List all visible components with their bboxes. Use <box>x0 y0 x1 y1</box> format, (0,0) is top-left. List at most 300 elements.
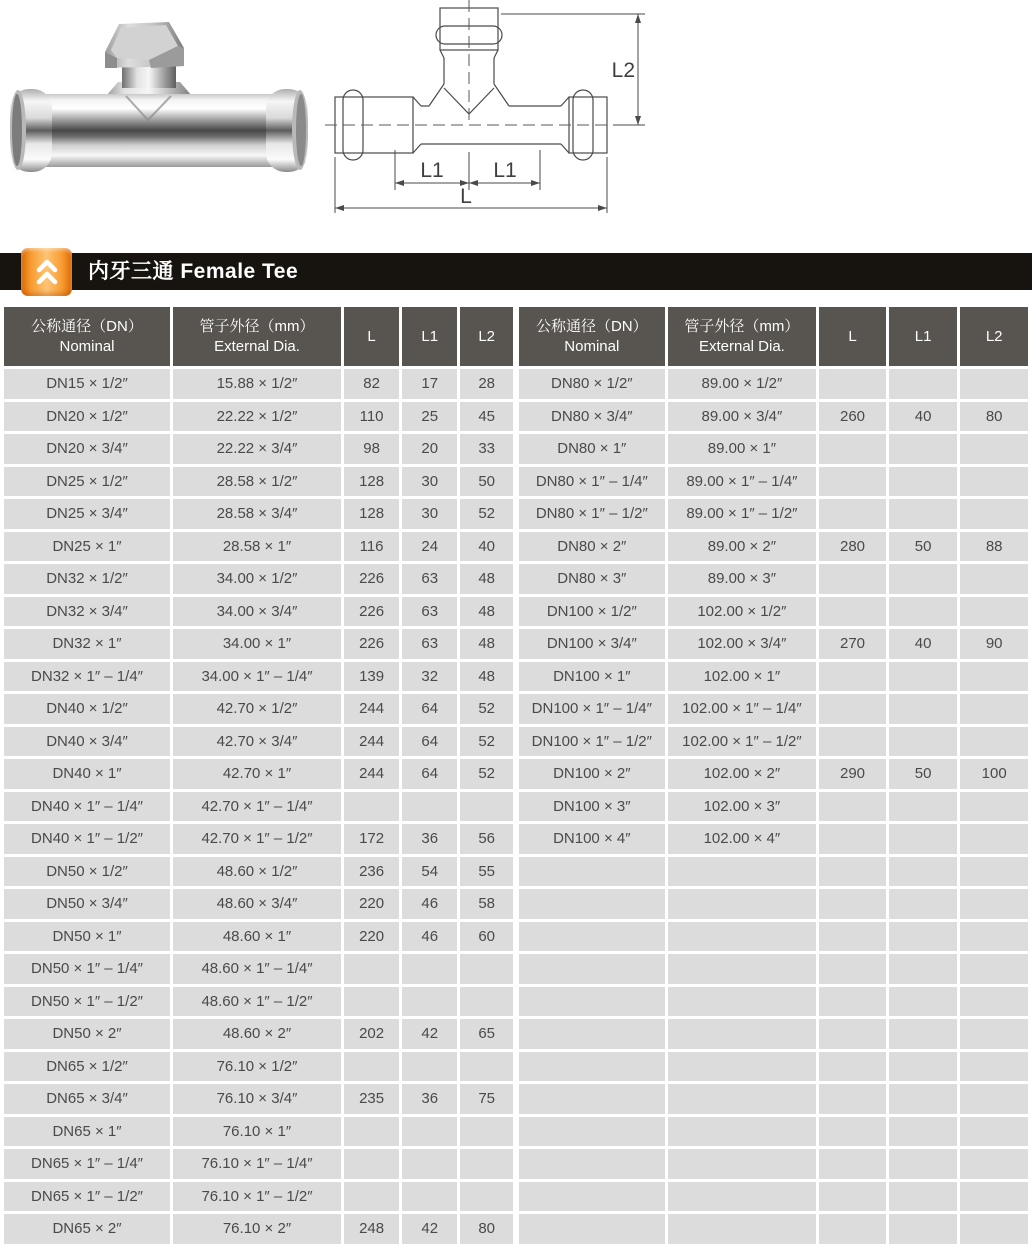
cell-external-dia: 76.10 × 1″ <box>173 1117 341 1147</box>
table-row <box>4 629 513 659</box>
table-row <box>519 629 1028 659</box>
cell-external-dia <box>668 1019 817 1049</box>
cell-l1 <box>889 1182 958 1212</box>
cell-external-dia: 34.00 × 3/4″ <box>173 597 341 627</box>
table-row <box>519 889 1028 919</box>
cell-l <box>344 1052 399 1082</box>
cell-l2 <box>460 987 513 1017</box>
cell-l <box>819 662 886 692</box>
cell-l <box>819 889 886 919</box>
cell-l2: 90 <box>960 629 1028 659</box>
cell-l: 226 <box>344 597 399 627</box>
cell-nominal: DN32 × 1″ – 1/4″ <box>4 662 170 692</box>
cell-l: 139 <box>344 662 399 692</box>
cell-l2 <box>460 1117 513 1147</box>
cell-l1 <box>402 954 457 984</box>
table-row <box>519 727 1028 757</box>
cell-nominal: DN65 × 1″ – 1/4″ <box>4 1149 170 1179</box>
table-row <box>519 434 1028 464</box>
cell-l2: 52 <box>460 499 513 529</box>
cell-l1: 63 <box>402 564 457 594</box>
table-row <box>4 1084 513 1114</box>
cell-l1 <box>889 597 958 627</box>
cell-nominal: DN40 × 1″ – 1/4″ <box>4 792 170 822</box>
table-row <box>519 1149 1028 1179</box>
cell-external-dia: 28.58 × 1″ <box>173 532 341 562</box>
cell-nominal <box>519 1182 665 1212</box>
cell-l1 <box>889 694 958 724</box>
cell-l <box>819 1214 886 1244</box>
cell-nominal: DN50 × 2″ <box>4 1019 170 1049</box>
cell-l2: 40 <box>460 532 513 562</box>
dim-label-l2: L2 <box>611 59 635 82</box>
cell-l1 <box>889 1214 958 1244</box>
cell-external-dia: 22.22 × 1/2″ <box>173 402 341 432</box>
cell-l <box>819 922 886 952</box>
cell-l <box>344 987 399 1017</box>
table-row <box>519 987 1028 1017</box>
cell-l: 82 <box>344 369 399 399</box>
cell-external-dia: 102.00 × 1/2″ <box>668 597 817 627</box>
cell-nominal <box>519 954 665 984</box>
cell-external-dia: 15.88 × 1/2″ <box>173 369 341 399</box>
cell-external-dia <box>668 1084 817 1114</box>
cell-external-dia: 89.00 × 1″ – 1/4″ <box>668 467 817 497</box>
cell-l <box>344 1182 399 1212</box>
cell-l2: 80 <box>960 402 1028 432</box>
cell-l2: 55 <box>460 857 513 887</box>
cell-l1: 42 <box>402 1214 457 1244</box>
dim-label-l: L <box>460 185 472 208</box>
cell-l: 116 <box>344 532 399 562</box>
cell-external-dia: 42.70 × 1/2″ <box>173 694 341 724</box>
header-label-en: External Dia. <box>214 337 300 355</box>
table-row <box>519 694 1028 724</box>
cell-l1 <box>889 499 958 529</box>
cell-nominal: DN25 × 1/2″ <box>4 467 170 497</box>
cell-nominal: DN100 × 2″ <box>519 759 665 789</box>
cell-nominal: DN65 × 2″ <box>4 1214 170 1244</box>
cell-l2 <box>460 792 513 822</box>
cell-l <box>819 434 886 464</box>
cell-external-dia: 48.60 × 1″ – 1/2″ <box>173 987 341 1017</box>
cell-l <box>819 824 886 854</box>
cell-l1: 32 <box>402 662 457 692</box>
cell-l1: 17 <box>402 369 457 399</box>
cell-l: 280 <box>819 532 886 562</box>
cell-nominal: DN25 × 1″ <box>4 532 170 562</box>
cell-l: 110 <box>344 402 399 432</box>
table-row <box>519 1214 1028 1244</box>
table-row <box>4 759 513 789</box>
section-title: 内牙三通 Female Tee <box>88 260 299 283</box>
table-row <box>519 1019 1028 1049</box>
table-row <box>4 597 513 627</box>
cell-nominal: DN65 × 3/4″ <box>4 1084 170 1114</box>
cell-l: 220 <box>344 922 399 952</box>
dimension-diagram <box>325 0 665 222</box>
cell-l <box>819 499 886 529</box>
cell-l2 <box>960 499 1028 529</box>
cell-nominal <box>519 1214 665 1244</box>
cell-l: 248 <box>344 1214 399 1244</box>
cell-l2 <box>960 694 1028 724</box>
cell-l1 <box>402 1149 457 1179</box>
table-row <box>519 1117 1028 1147</box>
cell-external-dia <box>668 1052 817 1082</box>
cell-l <box>819 1084 886 1114</box>
cell-l: 128 <box>344 499 399 529</box>
cell-external-dia: 34.00 × 1″ – 1/4″ <box>173 662 341 692</box>
cell-l1: 24 <box>402 532 457 562</box>
cell-nominal <box>519 1117 665 1147</box>
table-row <box>519 824 1028 854</box>
cell-l: 172 <box>344 824 399 854</box>
cell-nominal: DN80 × 3″ <box>519 564 665 594</box>
cell-l2 <box>960 987 1028 1017</box>
cell-nominal <box>519 1052 665 1082</box>
cell-l2: 52 <box>460 694 513 724</box>
cell-l2: 58 <box>460 889 513 919</box>
cell-l1: 46 <box>402 922 457 952</box>
cell-external-dia: 89.00 × 1″ <box>668 434 817 464</box>
cell-l2 <box>460 1052 513 1082</box>
cell-external-dia: 102.00 × 3/4″ <box>668 629 817 659</box>
cell-external-dia: 42.70 × 3/4″ <box>173 727 341 757</box>
cell-external-dia <box>668 857 817 887</box>
cell-l2 <box>960 1019 1028 1049</box>
table-row <box>4 889 513 919</box>
header-row <box>4 307 513 366</box>
spec-table-left <box>1 304 516 1247</box>
cell-external-dia: 42.70 × 1″ – 1/4″ <box>173 792 341 822</box>
cell-l2: 60 <box>460 922 513 952</box>
cell-l1 <box>402 1182 457 1212</box>
cell-l2: 100 <box>960 759 1028 789</box>
cell-external-dia <box>668 1149 817 1179</box>
cell-nominal <box>519 1149 665 1179</box>
cell-l1: 20 <box>402 434 457 464</box>
table-row <box>519 597 1028 627</box>
cell-l1: 50 <box>889 532 958 562</box>
cell-l2: 65 <box>460 1019 513 1049</box>
cell-l1: 64 <box>402 727 457 757</box>
double-chevron-up-icon <box>31 256 63 288</box>
cell-l2 <box>960 954 1028 984</box>
cell-external-dia <box>668 954 817 984</box>
cell-external-dia: 102.00 × 3″ <box>668 792 817 822</box>
cell-nominal: DN50 × 1/2″ <box>4 857 170 887</box>
cell-l1: 42 <box>402 1019 457 1049</box>
cell-l <box>819 987 886 1017</box>
cell-l1 <box>889 1052 958 1082</box>
cell-l2 <box>960 597 1028 627</box>
top-section <box>0 0 1032 253</box>
table-row <box>4 532 513 562</box>
cell-l2: 50 <box>460 467 513 497</box>
cell-l2: 48 <box>460 629 513 659</box>
cell-nominal <box>519 1084 665 1114</box>
cell-l1 <box>889 889 958 919</box>
cell-l <box>819 597 886 627</box>
table-row <box>4 1182 513 1212</box>
cell-l2: 48 <box>460 662 513 692</box>
cell-external-dia: 102.00 × 1″ – 1/4″ <box>668 694 817 724</box>
cell-nominal: DN20 × 3/4″ <box>4 434 170 464</box>
cell-nominal: DN40 × 1″ <box>4 759 170 789</box>
cell-l2 <box>960 1084 1028 1114</box>
dim-label-l1-right: L1 <box>493 159 517 182</box>
cell-l2 <box>960 889 1028 919</box>
cell-external-dia: 89.00 × 3″ <box>668 564 817 594</box>
spec-table-right <box>516 304 1031 1247</box>
cell-l1 <box>889 987 958 1017</box>
table-row <box>4 694 513 724</box>
cell-nominal: DN100 × 1″ – 1/4″ <box>519 694 665 724</box>
cell-l1 <box>889 954 958 984</box>
table-row <box>4 662 513 692</box>
cell-l1 <box>889 434 958 464</box>
cell-l1 <box>889 922 958 952</box>
col-header-l2: L2 <box>460 307 513 366</box>
cell-l1: 50 <box>889 759 958 789</box>
cell-l2 <box>460 1182 513 1212</box>
cell-l1: 64 <box>402 694 457 724</box>
cell-nominal: DN100 × 3″ <box>519 792 665 822</box>
cell-nominal: DN32 × 1″ <box>4 629 170 659</box>
cell-external-dia: 102.00 × 1″ – 1/2″ <box>668 727 817 757</box>
cell-l2 <box>960 1182 1028 1212</box>
cell-external-dia: 89.00 × 1/2″ <box>668 369 817 399</box>
cell-external-dia: 89.00 × 3/4″ <box>668 402 817 432</box>
cell-l <box>819 1182 886 1212</box>
table-row <box>519 1182 1028 1212</box>
cell-l1 <box>889 662 958 692</box>
cell-l2 <box>460 954 513 984</box>
cell-l <box>819 564 886 594</box>
cell-external-dia: 34.00 × 1″ <box>173 629 341 659</box>
table-row <box>4 922 513 952</box>
cell-nominal <box>519 1019 665 1049</box>
cell-l: 290 <box>819 759 886 789</box>
cell-l2 <box>960 792 1028 822</box>
table-row <box>4 987 513 1017</box>
cell-l1: 25 <box>402 402 457 432</box>
cell-l2 <box>460 1149 513 1179</box>
cell-l: 235 <box>344 1084 399 1114</box>
cell-nominal: DN50 × 1″ – 1/4″ <box>4 954 170 984</box>
cell-l <box>819 792 886 822</box>
cell-l1: 63 <box>402 629 457 659</box>
cell-external-dia: 48.60 × 1″ – 1/4″ <box>173 954 341 984</box>
cell-l <box>819 1052 886 1082</box>
cell-l1: 36 <box>402 1084 457 1114</box>
cell-external-dia: 48.60 × 3/4″ <box>173 889 341 919</box>
cell-l1 <box>889 1149 958 1179</box>
cell-l1 <box>889 1117 958 1147</box>
cell-nominal: DN80 × 2″ <box>519 532 665 562</box>
cell-external-dia <box>668 1214 817 1244</box>
cell-external-dia: 102.00 × 1″ <box>668 662 817 692</box>
col-header-l: L <box>344 307 399 366</box>
cell-l1 <box>402 987 457 1017</box>
cell-external-dia: 89.00 × 2″ <box>668 532 817 562</box>
cell-nominal <box>519 987 665 1017</box>
cell-l1 <box>889 1084 958 1114</box>
table-row <box>4 499 513 529</box>
cell-external-dia: 28.58 × 1/2″ <box>173 467 341 497</box>
cell-l1: 30 <box>402 467 457 497</box>
cell-external-dia: 76.10 × 1/2″ <box>173 1052 341 1082</box>
cell-l2: 56 <box>460 824 513 854</box>
cell-nominal: DN100 × 1″ – 1/2″ <box>519 727 665 757</box>
cell-nominal <box>519 922 665 952</box>
cell-l <box>344 1149 399 1179</box>
table-row <box>519 954 1028 984</box>
cell-l2: 45 <box>460 402 513 432</box>
cell-l <box>819 467 886 497</box>
cell-l1 <box>889 857 958 887</box>
cell-external-dia: 102.00 × 2″ <box>668 759 817 789</box>
table-row <box>4 1117 513 1147</box>
cell-nominal: DN80 × 1/2″ <box>519 369 665 399</box>
header-label-zh: 公称通径（DN） <box>31 317 143 335</box>
cell-l1 <box>889 1019 958 1049</box>
cell-nominal: DN40 × 1/2″ <box>4 694 170 724</box>
cell-nominal: DN50 × 1″ – 1/2″ <box>4 987 170 1017</box>
cell-l1 <box>402 1117 457 1147</box>
cell-external-dia: 28.58 × 3/4″ <box>173 499 341 529</box>
cell-external-dia <box>668 922 817 952</box>
cell-l2: 33 <box>460 434 513 464</box>
cell-l: 226 <box>344 629 399 659</box>
cell-l1: 54 <box>402 857 457 887</box>
cell-l1: 30 <box>402 499 457 529</box>
cell-l2 <box>960 434 1028 464</box>
header-label-zh: 管子外径（mm） <box>199 317 315 335</box>
table-row <box>519 922 1028 952</box>
table-row <box>4 1019 513 1049</box>
cell-l2 <box>960 727 1028 757</box>
table-row <box>4 369 513 399</box>
cell-l <box>819 1019 886 1049</box>
cell-l1 <box>889 467 958 497</box>
table-row <box>4 564 513 594</box>
table-row <box>4 1214 513 1244</box>
header-label-en: Nominal <box>564 337 620 355</box>
table-row <box>4 1149 513 1179</box>
cell-l2 <box>960 369 1028 399</box>
table-row <box>4 824 513 854</box>
cell-external-dia <box>668 1182 817 1212</box>
table-row <box>4 954 513 984</box>
cell-l1: 63 <box>402 597 457 627</box>
cell-l1 <box>402 792 457 822</box>
cell-l1: 36 <box>402 824 457 854</box>
cell-l2 <box>960 1149 1028 1179</box>
header-row <box>519 307 1028 366</box>
cell-nominal: DN80 × 1″ <box>519 434 665 464</box>
cell-external-dia: 48.60 × 1/2″ <box>173 857 341 887</box>
cell-nominal <box>519 889 665 919</box>
cell-l2: 48 <box>460 564 513 594</box>
cell-l2: 28 <box>460 369 513 399</box>
header-label-en: Nominal <box>59 337 115 355</box>
table-row <box>4 467 513 497</box>
cell-nominal: DN80 × 1″ – 1/2″ <box>519 499 665 529</box>
cell-nominal: DN25 × 3/4″ <box>4 499 170 529</box>
cell-l2 <box>960 922 1028 952</box>
table-row <box>4 727 513 757</box>
table-row <box>519 662 1028 692</box>
cell-external-dia <box>668 987 817 1017</box>
cell-l: 260 <box>819 402 886 432</box>
table-row <box>4 857 513 887</box>
spec-tables <box>0 304 1032 1247</box>
cell-l: 128 <box>344 467 399 497</box>
table-row <box>519 532 1028 562</box>
cell-nominal: DN32 × 1/2″ <box>4 564 170 594</box>
table-row <box>519 467 1028 497</box>
dim-label-l1-left: L1 <box>420 159 444 182</box>
cell-l2: 52 <box>460 759 513 789</box>
cell-external-dia <box>668 1117 817 1147</box>
table-row <box>519 1084 1028 1114</box>
cell-l1: 64 <box>402 759 457 789</box>
cell-l2 <box>960 662 1028 692</box>
header-label-en: External Dia. <box>698 337 785 355</box>
col-header-nominal <box>519 307 665 366</box>
cell-external-dia: 102.00 × 4″ <box>668 824 817 854</box>
chevron-badge <box>21 248 72 296</box>
cell-l2 <box>960 857 1028 887</box>
cell-l <box>819 857 886 887</box>
header-label-zh: 管子外径（mm） <box>684 317 800 335</box>
cell-l: 98 <box>344 434 399 464</box>
cell-l <box>819 694 886 724</box>
cell-external-dia: 42.70 × 1″ <box>173 759 341 789</box>
cell-external-dia: 76.10 × 2″ <box>173 1214 341 1244</box>
table-row <box>519 759 1028 789</box>
cell-external-dia: 42.70 × 1″ – 1/2″ <box>173 824 341 854</box>
cell-l: 244 <box>344 759 399 789</box>
cell-nominal: DN15 × 1/2″ <box>4 369 170 399</box>
cell-l2 <box>960 1117 1028 1147</box>
cell-external-dia: 76.10 × 1″ – 1/2″ <box>173 1182 341 1212</box>
table-row <box>4 792 513 822</box>
cell-l1: 40 <box>889 629 958 659</box>
col-header-l1: L1 <box>889 307 958 366</box>
cell-nominal: DN40 × 3/4″ <box>4 727 170 757</box>
cell-l <box>344 1117 399 1147</box>
cell-l1: 46 <box>402 889 457 919</box>
cell-l <box>819 1117 886 1147</box>
col-header-external-dia <box>173 307 341 366</box>
cell-l1 <box>889 792 958 822</box>
cell-l <box>344 792 399 822</box>
table-row <box>519 564 1028 594</box>
section-header <box>0 253 1032 290</box>
table-row <box>4 434 513 464</box>
col-header-l: L <box>819 307 886 366</box>
cell-nominal: DN100 × 4″ <box>519 824 665 854</box>
cell-external-dia: 76.10 × 1″ – 1/4″ <box>173 1149 341 1179</box>
table-row <box>4 1052 513 1082</box>
cell-l <box>819 1149 886 1179</box>
cell-nominal: DN100 × 3/4″ <box>519 629 665 659</box>
table-row <box>519 792 1028 822</box>
cell-l2: 48 <box>460 597 513 627</box>
